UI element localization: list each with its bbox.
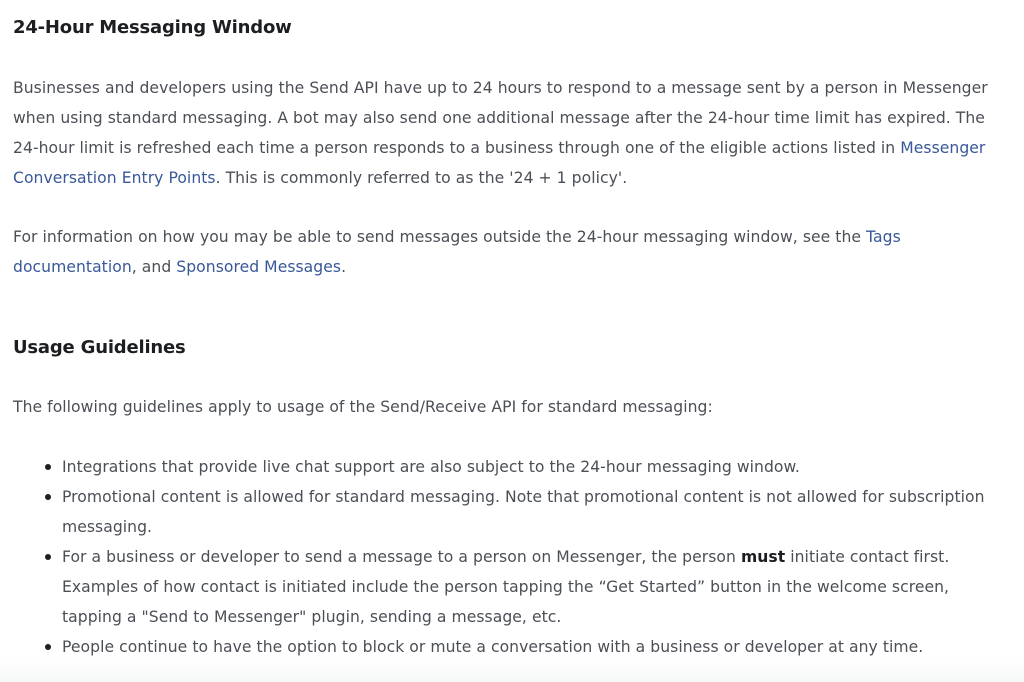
paragraph-text: Businesses and developers using the Send API have up to 24 hours to respond to a message sent by a person in Messenger when using standard messaging. A bot may also send one additional message after the 24-hour time limit has expired. The 24-hour limit is refreshed each time a person responds to a business through one of the eligible actions listed in — [13, 79, 988, 157]
list-item — [13, 482, 1013, 542]
link-messenger-conversation-entry-points[interactable]: Messenger Conversation Entry Points — [13, 139, 986, 187]
list-item — [13, 452, 1013, 482]
bullet-icon — [45, 644, 51, 650]
list-item — [13, 632, 1013, 662]
bullet-icon — [45, 554, 51, 560]
guidelines-list — [13, 452, 1013, 662]
list-item-text: Integrations that provide live chat support are also subject to the 24-hour messaging window. — [62, 458, 800, 476]
paragraph-send-api-window — [13, 73, 1013, 193]
list-item-text: initiate contact first. Examples of how contact is initiated include the person tapping the “Get Started” button in the welcome screen, tapping a "Send to Messenger" plugin, sending a message, etc. — [62, 548, 950, 626]
paragraph-text: . — [341, 258, 347, 276]
bottom-fade — [0, 660, 1024, 682]
paragraph-outside-window-info — [13, 222, 1003, 282]
list-item-text: People continue to have the option to block or mute a conversation with a business or developer at any time. — [62, 638, 924, 656]
list-item-text: For a business or developer to send a message to a person on Messenger, the person — [62, 548, 741, 566]
link-tags-documentation[interactable]: Tags documentation — [13, 228, 901, 276]
heading-usage-guidelines: Usage Guidelines — [13, 337, 186, 358]
list-item — [13, 542, 1013, 632]
paragraph-text: . This is commonly referred to as the '24 + 1 policy'. — [215, 169, 628, 187]
bullet-icon — [45, 494, 51, 500]
emphasis-must: must — [740, 548, 786, 566]
list-item-text: Promotional content is allowed for standard messaging. Note that promotional content is not allowed for subscription messaging. — [62, 488, 985, 536]
paragraph-guidelines-intro: The following guidelines apply to usage of the Send/Receive API for standard messaging: — [13, 398, 713, 416]
paragraph-text: , and — [131, 258, 177, 276]
heading-24-hour-messaging-window: 24-Hour Messaging Window — [13, 17, 292, 38]
link-sponsored-messages[interactable]: Sponsored Messages — [176, 258, 342, 276]
paragraph-text: For information on how you may be able to send messages outside the 24-hour messaging window, see the — [13, 228, 867, 246]
bullet-icon — [45, 464, 51, 470]
